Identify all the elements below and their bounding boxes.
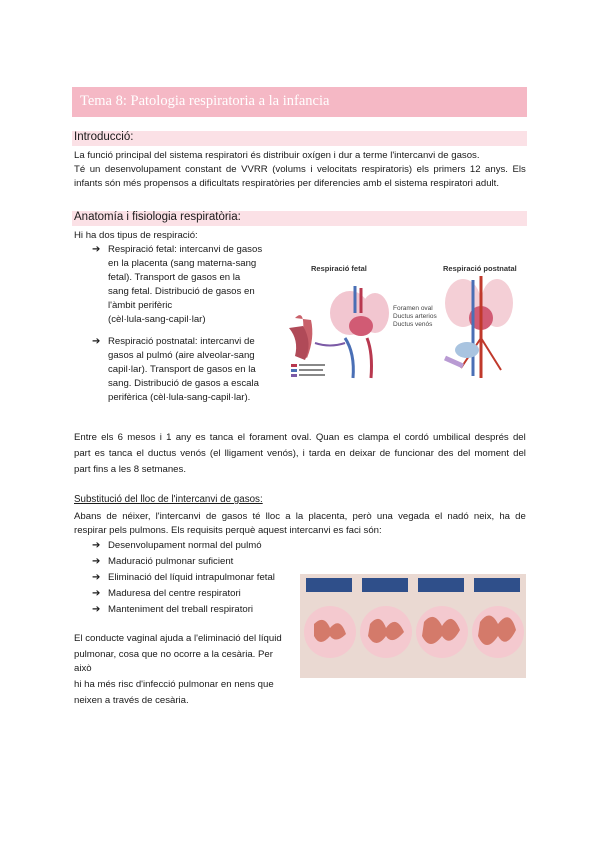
word: l'intercanvi — [155, 511, 201, 522]
word: 1 — [166, 432, 172, 443]
arrow-icon: ➔ — [92, 556, 101, 567]
closing-line-5: neixen a través de cesària. — [74, 695, 189, 706]
intro-line-3: infants són més propensos a dificultats respiratòries per diferencies amb el sistema respiratori adult. — [74, 178, 499, 189]
anatomy-lead: Hi ha dos tipus de respiració: — [74, 230, 198, 241]
word: moment — [474, 448, 510, 459]
word: ha — [499, 511, 510, 522]
word: de — [379, 448, 391, 459]
substitution-heading: Substitució del lloc de l'intercanvi de gasos: — [74, 494, 263, 505]
anatomy-para-line-2 — [74, 447, 526, 461]
word: Abans — [74, 511, 102, 522]
requirement-item-3: Eliminació del líquid intrapulmonar fetal — [108, 572, 275, 583]
bullet-fetal-line-1: Respiració fetal: intercanvi de gasos — [108, 244, 263, 255]
closing-line-1: El conducte vaginal ajuda a l'eliminació del líquid — [74, 633, 282, 644]
word: umbilical — [433, 432, 471, 443]
word: de — [205, 511, 217, 522]
word: de — [225, 164, 237, 175]
word: deixar — [349, 448, 376, 459]
fig-middle-line-3: Ductus venós — [393, 321, 433, 328]
word: primers — [433, 164, 466, 175]
word: vegada — [398, 511, 430, 522]
word: des — [437, 448, 454, 459]
anatomy-para-line-3: part fins a les 8 setmanes. — [74, 464, 186, 475]
word: a — [285, 511, 291, 522]
word: mesos — [127, 432, 156, 443]
word: el — [434, 511, 443, 522]
bullet-postnatal-line-2: gasos al pulmó (aire alveolar-sang — [108, 350, 255, 361]
requirement-item-5: Manteniment del treball respiratori — [108, 604, 254, 615]
word: es — [94, 448, 105, 459]
closing-line-2: pulmonar, cosa que no ocorre a la cesària. Per — [74, 649, 273, 660]
substitution-line-2: respirar pels pulmons. Els requisits perquè aquest intercanvi es faci són: — [74, 525, 382, 536]
word: lligament — [224, 448, 264, 459]
word: respiratoris) — [361, 164, 413, 175]
word: es — [195, 432, 206, 443]
word: després — [474, 432, 509, 443]
arrow-icon: ➔ — [92, 336, 101, 347]
word: de — [515, 511, 526, 522]
word: lloc — [265, 511, 281, 522]
word: nadó — [447, 511, 469, 522]
section-heading-intro: Introducció: — [74, 131, 134, 143]
word: té — [252, 511, 261, 522]
word: es — [343, 432, 354, 443]
word: Té — [74, 164, 86, 175]
word: en — [334, 448, 346, 459]
section-heading-anatomy: Anatomía i fisiologia respiratòria: — [74, 211, 241, 223]
closing-line-4: hi ha més risc d'infecció pulmonar en nens que — [74, 679, 274, 690]
circulation-figure — [285, 258, 525, 398]
word: (volums — [272, 164, 306, 175]
word: però — [352, 511, 372, 522]
page-title: Tema 8: Patologia respiratoria a la infancia — [80, 93, 330, 109]
word: i — [302, 448, 305, 459]
word: (el — [209, 448, 221, 459]
fig-label-postnatal: Respiració postnatal — [443, 264, 517, 273]
word: funcionar — [394, 448, 434, 459]
word: neix, — [473, 511, 495, 522]
word: la — [295, 511, 304, 522]
bullet-fetal-line-3: fetal). Transport de gasos en la — [108, 272, 241, 283]
word: Entre — [74, 432, 97, 443]
word: cordó — [404, 432, 429, 443]
word: els — [101, 432, 114, 443]
bullet-postnatal-line-5: perifèrica (cèl·lula-sang-capil·lar). — [108, 392, 251, 403]
anatomy-para-line-1 — [74, 431, 526, 445]
bullet-postnatal-line-3: capil·lar). Transport de gasos en la — [108, 364, 256, 375]
arrow-icon: ➔ — [92, 604, 101, 615]
word: del — [512, 432, 526, 443]
word: constant — [185, 164, 222, 175]
lung-development-figure — [300, 574, 526, 678]
circulation-illustration — [285, 258, 525, 398]
postnatal-circulation-drawing — [445, 276, 513, 378]
word: any — [175, 432, 192, 443]
word: velocitats — [316, 164, 357, 175]
fetal-circulation-drawing — [289, 286, 389, 378]
word: clampa — [357, 432, 389, 443]
arrow-icon: ➔ — [92, 540, 101, 551]
word: els — [416, 164, 429, 175]
word: Els — [512, 164, 526, 175]
substitution-line-1 — [74, 510, 526, 524]
requirement-item-4: Maduresa del centre respiratori — [108, 588, 241, 599]
word: tanca — [209, 432, 234, 443]
word: gasos — [221, 511, 248, 522]
fig-middle-line-1: Foramen oval — [393, 305, 433, 312]
bullet-postnatal-line-1: Respiració postnatal: intercanvi de — [108, 336, 255, 347]
word: un — [89, 164, 101, 175]
word: desenvolupament — [104, 164, 181, 175]
word: venós — [180, 448, 206, 459]
word: de — [106, 511, 118, 522]
bullet-fetal-line-5: l'àmbit perifèric — [108, 300, 173, 311]
word: forament — [249, 432, 288, 443]
word: tarda — [308, 448, 331, 459]
bullet-fetal-line-2: en la placenta (sang materna-sang — [108, 258, 257, 269]
word: ductus — [147, 448, 177, 459]
word: el — [136, 448, 144, 459]
intro-line-2 — [74, 163, 526, 177]
lung-development-illustration — [300, 574, 526, 678]
word: part — [74, 448, 91, 459]
arrow-icon: ➔ — [92, 588, 101, 599]
word: venós), — [267, 448, 299, 459]
word: i — [159, 432, 162, 443]
bullet-postnatal-line-4: sang. Distribució de gasos a escala — [108, 378, 259, 389]
word: placenta, — [308, 511, 348, 522]
word: del — [513, 448, 526, 459]
requirement-item-1: Desenvolupament normal del pulmó — [108, 540, 262, 551]
requirement-item-2: Maduració pulmonar suficient — [108, 556, 234, 567]
word: una — [376, 511, 393, 522]
word: anys. — [485, 164, 508, 175]
word: el — [393, 432, 401, 443]
section-band-intro — [72, 131, 527, 146]
fig-middle-line-2: Ductus arterios — [393, 313, 437, 320]
closing-line-3: això — [74, 663, 92, 674]
bullet-fetal-line-4: sang fetal. Distribució de gasos en — [108, 286, 255, 297]
word: 12 — [469, 164, 481, 175]
word: oval. — [291, 432, 312, 443]
word: del — [457, 448, 471, 459]
word: el — [237, 432, 245, 443]
arrow-icon: ➔ — [92, 572, 101, 583]
word: VVRR — [241, 164, 268, 175]
word: 6 — [117, 432, 124, 443]
word: Quan — [315, 432, 340, 443]
word: néixer, — [122, 511, 151, 522]
intro-line-1: La funció principal del sistema respiratori és distribuir oxígen i dur a terme l'intercanvi de gasos. — [74, 150, 480, 161]
arrow-icon: ➔ — [92, 244, 101, 255]
bullet-fetal-line-6: (cèl·lula-sang-capil·lar) — [108, 314, 206, 325]
word: tanca — [108, 448, 133, 459]
word: i — [310, 164, 313, 175]
fig-label-fetal: Respiració fetal — [311, 264, 367, 273]
